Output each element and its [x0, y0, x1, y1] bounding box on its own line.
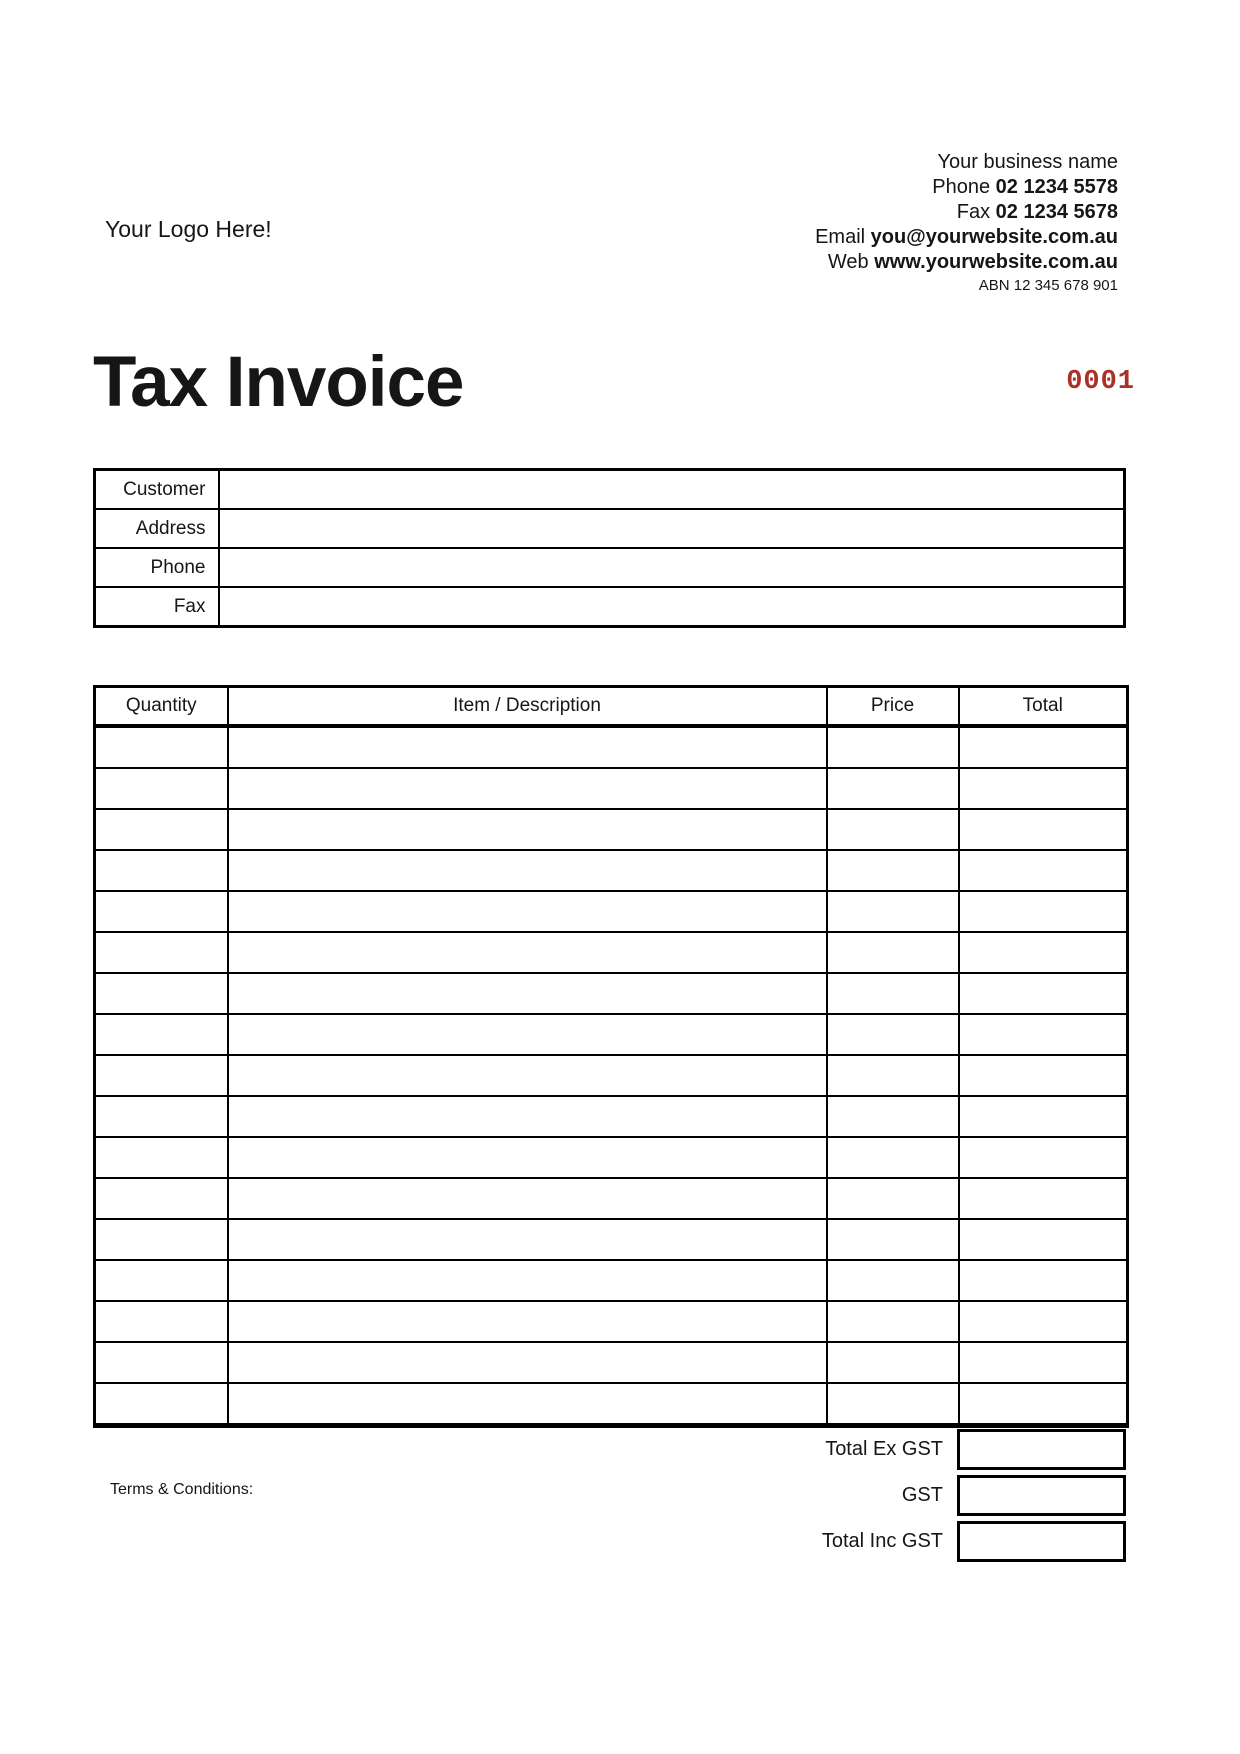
business-web-line	[815, 250, 1118, 275]
item-row	[95, 1096, 1128, 1137]
item-row	[95, 932, 1128, 973]
item-cell-description[interactable]	[228, 726, 827, 768]
item-row	[95, 891, 1128, 932]
item-cell-price[interactable]	[827, 1383, 959, 1426]
column-header-description: Item / Description	[228, 687, 827, 727]
email-value: you@yourwebsite.com.au	[870, 226, 1118, 248]
item-cell-price[interactable]	[827, 891, 959, 932]
total-ex-gst-value-box[interactable]	[957, 1429, 1126, 1470]
fax-row-label: Fax	[95, 587, 219, 627]
item-cell-total[interactable]	[959, 1301, 1128, 1342]
item-row	[95, 1014, 1128, 1055]
item-cell-description[interactable]	[228, 1014, 827, 1055]
item-cell-price[interactable]	[827, 1096, 959, 1137]
item-cell-total[interactable]	[959, 973, 1128, 1014]
item-cell-quantity[interactable]	[95, 1260, 228, 1301]
item-cell-price[interactable]	[827, 1137, 959, 1178]
item-cell-quantity[interactable]	[95, 1096, 228, 1137]
items-body	[95, 726, 1128, 1426]
business-info	[815, 150, 1118, 297]
web-value: www.yourwebsite.com.au	[874, 251, 1118, 273]
total-inc-gst-label: Total Inc GST	[821, 1530, 943, 1552]
item-row	[95, 850, 1128, 891]
item-cell-total[interactable]	[959, 809, 1128, 850]
business-email-line	[815, 225, 1118, 250]
item-cell-description[interactable]	[228, 973, 827, 1014]
item-cell-price[interactable]	[827, 809, 959, 850]
item-cell-quantity[interactable]	[95, 768, 228, 809]
item-cell-total[interactable]	[959, 1178, 1128, 1219]
total-row	[93, 1429, 1126, 1470]
gst-value-box[interactable]	[957, 1475, 1126, 1516]
item-row	[95, 1342, 1128, 1383]
item-cell-price[interactable]	[827, 726, 959, 768]
item-row	[95, 1383, 1128, 1426]
items-table	[93, 685, 1129, 1428]
item-cell-description[interactable]	[228, 1301, 827, 1342]
item-cell-quantity[interactable]	[95, 1137, 228, 1178]
phone-value: 02 1234 5578	[995, 176, 1118, 198]
address-value-field[interactable]	[219, 509, 1125, 548]
item-cell-description[interactable]	[228, 891, 827, 932]
item-cell-quantity[interactable]	[95, 850, 228, 891]
item-cell-quantity[interactable]	[95, 932, 228, 973]
fax-label: Fax	[956, 201, 991, 223]
item-cell-total[interactable]	[959, 1137, 1128, 1178]
gst-label: GST	[901, 1484, 943, 1506]
item-cell-price[interactable]	[827, 850, 959, 891]
item-cell-description[interactable]	[228, 1260, 827, 1301]
item-cell-total[interactable]	[959, 1383, 1128, 1426]
item-row	[95, 1219, 1128, 1260]
fax-value: 02 1234 5678	[995, 201, 1118, 223]
item-cell-quantity[interactable]	[95, 1178, 228, 1219]
logo-placeholder: Your Logo Here!	[105, 216, 272, 242]
item-cell-quantity[interactable]	[95, 1301, 228, 1342]
item-row	[95, 1301, 1128, 1342]
item-cell-total[interactable]	[959, 768, 1128, 809]
item-cell-description[interactable]	[228, 850, 827, 891]
item-cell-price[interactable]	[827, 768, 959, 809]
phone-label: Phone	[932, 176, 991, 198]
item-cell-total[interactable]	[959, 1096, 1128, 1137]
item-cell-quantity[interactable]	[95, 726, 228, 768]
item-cell-price[interactable]	[827, 1342, 959, 1383]
web-label: Web	[827, 251, 869, 273]
item-row	[95, 1260, 1128, 1301]
customer-table	[93, 468, 1126, 628]
item-cell-total[interactable]	[959, 1260, 1128, 1301]
item-cell-description[interactable]	[228, 809, 827, 850]
item-cell-quantity[interactable]	[95, 1219, 228, 1260]
item-cell-quantity[interactable]	[95, 809, 228, 850]
item-row	[95, 1055, 1128, 1096]
email-label: Email	[815, 226, 866, 248]
item-cell-quantity[interactable]	[95, 1383, 228, 1426]
item-cell-description[interactable]	[228, 1055, 827, 1096]
customer-row	[95, 470, 1125, 510]
fax-value-field[interactable]	[219, 587, 1125, 627]
items-header-row	[95, 687, 1128, 727]
customer-value-field[interactable]	[219, 470, 1125, 510]
item-cell-total[interactable]	[959, 1342, 1128, 1383]
item-row	[95, 726, 1128, 768]
item-row	[95, 973, 1128, 1014]
item-row	[95, 768, 1128, 809]
item-cell-price[interactable]	[827, 1055, 959, 1096]
business-abn: ABN 12 345 678 901	[978, 277, 1118, 294]
column-header-total: Total	[959, 687, 1128, 727]
item-row	[95, 809, 1128, 850]
item-cell-total[interactable]	[959, 850, 1128, 891]
item-cell-quantity[interactable]	[95, 891, 228, 932]
total-ex-gst-label: Total Ex GST	[825, 1438, 943, 1460]
business-phone-line	[815, 175, 1118, 200]
item-cell-description[interactable]	[228, 1219, 827, 1260]
item-cell-total[interactable]	[959, 891, 1128, 932]
customer-row	[95, 509, 1125, 548]
item-cell-total[interactable]	[959, 932, 1128, 973]
item-cell-description[interactable]	[228, 1342, 827, 1383]
item-row	[95, 1178, 1128, 1219]
invoice-number: 0001	[1066, 367, 1135, 397]
item-cell-price[interactable]	[827, 1178, 959, 1219]
item-cell-price[interactable]	[827, 1260, 959, 1301]
total-row	[93, 1521, 1126, 1562]
phone-row-label: Phone	[95, 548, 219, 587]
business-fax-line	[815, 200, 1118, 225]
item-cell-description[interactable]	[228, 1137, 827, 1178]
invoice-title: Tax Invoice	[93, 343, 464, 422]
item-cell-quantity[interactable]	[95, 1055, 228, 1096]
item-cell-total[interactable]	[959, 1055, 1128, 1096]
customer-row	[95, 587, 1125, 627]
column-header-quantity: Quantity	[95, 687, 228, 727]
item-cell-price[interactable]	[827, 1014, 959, 1055]
item-cell-quantity[interactable]	[95, 973, 228, 1014]
total-inc-gst-value-box[interactable]	[957, 1521, 1126, 1562]
business-name: Your business name	[937, 151, 1118, 173]
item-cell-price[interactable]	[827, 1301, 959, 1342]
address-label: Address	[95, 509, 219, 548]
terms-label: Terms & Conditions:	[110, 1481, 254, 1498]
customer-row	[95, 548, 1125, 587]
phone-value-field[interactable]	[219, 548, 1125, 587]
item-cell-description[interactable]	[228, 1178, 827, 1219]
column-header-price: Price	[827, 687, 959, 727]
item-cell-description[interactable]	[228, 1383, 827, 1426]
item-cell-quantity[interactable]	[95, 1014, 228, 1055]
item-cell-total[interactable]	[959, 1014, 1128, 1055]
item-cell-total[interactable]	[959, 726, 1128, 768]
item-cell-description[interactable]	[228, 768, 827, 809]
item-cell-price[interactable]	[827, 1219, 959, 1260]
item-cell-description[interactable]	[228, 1096, 827, 1137]
item-row	[95, 1137, 1128, 1178]
item-cell-price[interactable]	[827, 932, 959, 973]
item-cell-total[interactable]	[959, 1219, 1128, 1260]
item-cell-quantity[interactable]	[95, 1342, 228, 1383]
item-cell-description[interactable]	[228, 932, 827, 973]
customer-label: Customer	[95, 470, 219, 510]
item-cell-price[interactable]	[827, 973, 959, 1014]
